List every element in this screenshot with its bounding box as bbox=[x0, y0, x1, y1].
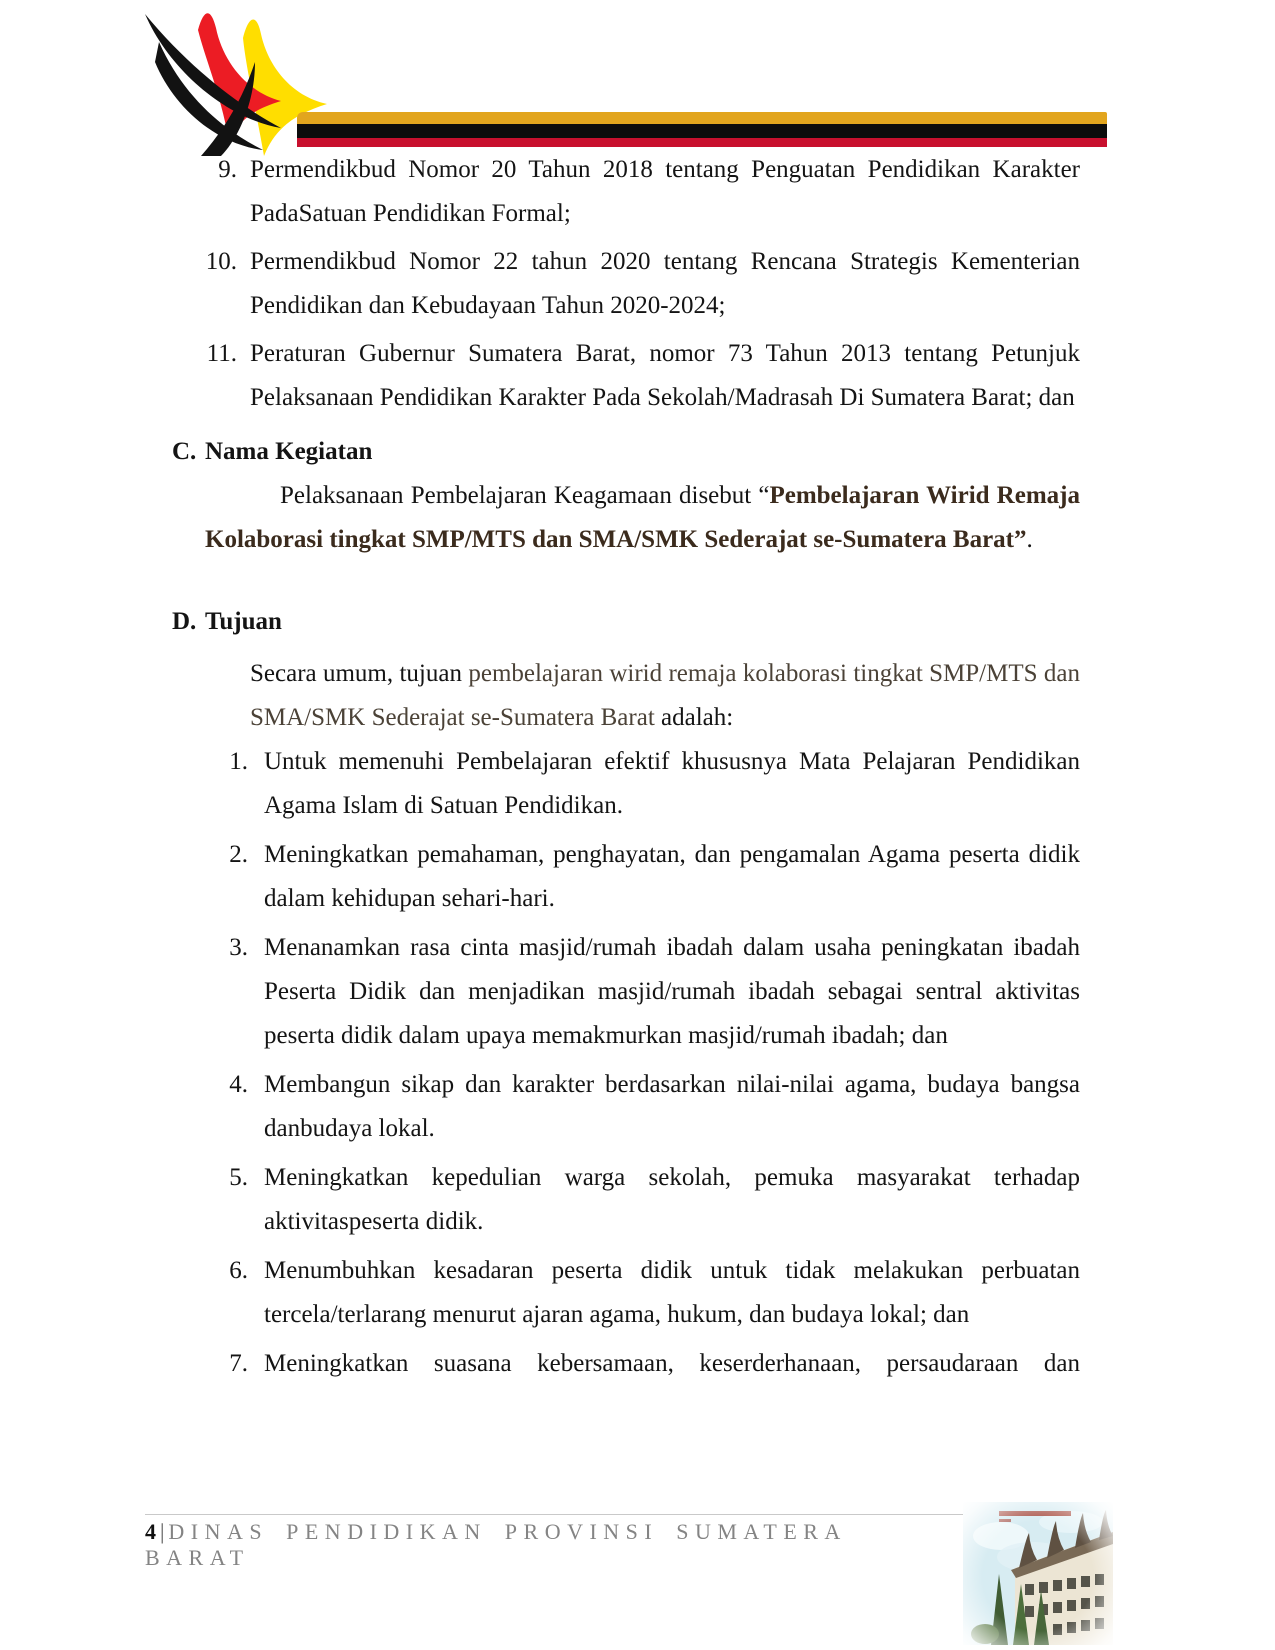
building-photo bbox=[963, 1502, 1113, 1645]
list-text: Membangun sikap dan karakter berdasarkan nilai-nilai agama, budaya bangsa danbudaya lokal. bbox=[264, 1071, 1080, 1142]
list-number: 7. bbox=[229, 1350, 248, 1377]
list-item bbox=[205, 833, 1080, 921]
list-number: 11. bbox=[206, 340, 237, 367]
list-text: Untuk memenuhi Pembelajaran efektif khususnya Mata Pelajaran Pendidikan Agama Islam di Satuan Pendidikan. bbox=[264, 748, 1080, 819]
list-item bbox=[205, 1342, 1080, 1386]
paragraph-nama-kegiatan bbox=[205, 474, 1080, 562]
paragraph-tail: . bbox=[1026, 526, 1033, 553]
footer-label: DINAS PENDIDIKAN PROVINSI SUMATERA BARAT bbox=[145, 1519, 846, 1570]
paragraph-tail: adalah: bbox=[654, 704, 734, 731]
list-number: 5. bbox=[229, 1164, 248, 1191]
list-text: Permendikbud Nomor 22 tahun 2020 tentang Rencana Strategis Kementerian Pendidikan dan Kebudayaan Tahun 2020-2024; bbox=[250, 248, 1080, 319]
list-text: Menumbuhkan kesadaran peserta didik untuk tidak melakukan perbuatan tercela/terlarang menurut ajaran agama, hukum, dan budaya lokal; dan bbox=[264, 1257, 1080, 1328]
paragraph-lead: Pelaksanaan Pembelajaran Keagamaan disebut “ bbox=[280, 482, 770, 509]
footer-separator: | bbox=[160, 1519, 165, 1544]
list-item bbox=[205, 1063, 1080, 1151]
list-item bbox=[205, 1156, 1080, 1244]
list-item bbox=[205, 148, 1080, 236]
paragraph-tujuan bbox=[250, 652, 1080, 740]
goals-list bbox=[0, 740, 1275, 1386]
section-heading-tujuan bbox=[172, 600, 1275, 644]
legal-basis-list bbox=[0, 148, 1275, 420]
list-text: Menanamkan rasa cinta masjid/rumah ibadah dalam usaha peningkatan ibadah Peserta Didik dan menjadikan masjid/rumah ibadah sebagai sentral aktivitas peserta didik dalam upaya memakmurkan masjid/rumah ibadah; dan bbox=[264, 934, 1080, 1049]
list-item bbox=[205, 926, 1080, 1058]
list-item bbox=[205, 740, 1080, 828]
list-number: 4. bbox=[229, 1071, 248, 1098]
program-name-emphasis: pembelajaran wirid remaja kolaborasi tingkat SMP/MTS dan SMA/SMK Sederajat se-Sumatera Barat bbox=[250, 660, 1080, 731]
list-text: Meningkatkan kepedulian warga sekolah, pemuka masyarakat terhadap aktivitaspeserta didik. bbox=[264, 1164, 1080, 1235]
list-text: Peraturan Gubernur Sumatera Barat, nomor 73 Tahun 2013 tentang Petunjuk Pelaksanaan Pendidikan Karakter Pada Sekolah/Madrasah Di Sumatera Barat; dan bbox=[250, 340, 1080, 411]
list-item bbox=[205, 1249, 1080, 1337]
section-title: Nama Kegiatan bbox=[205, 438, 373, 465]
page-number: 4 bbox=[145, 1519, 158, 1544]
list-number: 6. bbox=[229, 1257, 248, 1284]
section-title: Tujuan bbox=[205, 608, 282, 635]
list-text: Meningkatkan pemahaman, penghayatan, dan pengamalan Agama peserta didik dalam kehidupan sehari-hari. bbox=[264, 841, 1080, 912]
section-letter: D. bbox=[172, 608, 197, 635]
list-number: 10. bbox=[205, 248, 237, 275]
page-footer bbox=[145, 1519, 945, 1571]
list-number: 3. bbox=[229, 934, 248, 961]
photo-vignette bbox=[963, 1502, 1113, 1645]
list-text: Meningkatkan suasana kebersamaan, keserderhanaan, persaudaraan dan bbox=[264, 1350, 1080, 1377]
list-number: 2. bbox=[229, 841, 248, 868]
section-heading-nama-kegiatan bbox=[172, 430, 1275, 474]
paragraph-lead: Secara umum, tujuan bbox=[250, 660, 469, 687]
list-number: 1. bbox=[229, 748, 248, 775]
activity-name-bold: Pembelajaran Wirid Remaja Kolaborasi tingkat SMP/MTS dan SMA/SMK Sederajat se-Sumatera Barat” bbox=[205, 482, 1080, 553]
list-item bbox=[205, 332, 1080, 420]
list-item bbox=[205, 240, 1080, 328]
list-text: Permendikbud Nomor 20 Tahun 2018 tentang Penguatan Pendidikan Karakter PadaSatuan Pendidikan Formal; bbox=[250, 156, 1080, 227]
section-letter: C. bbox=[172, 438, 197, 465]
list-number: 9. bbox=[218, 156, 237, 183]
